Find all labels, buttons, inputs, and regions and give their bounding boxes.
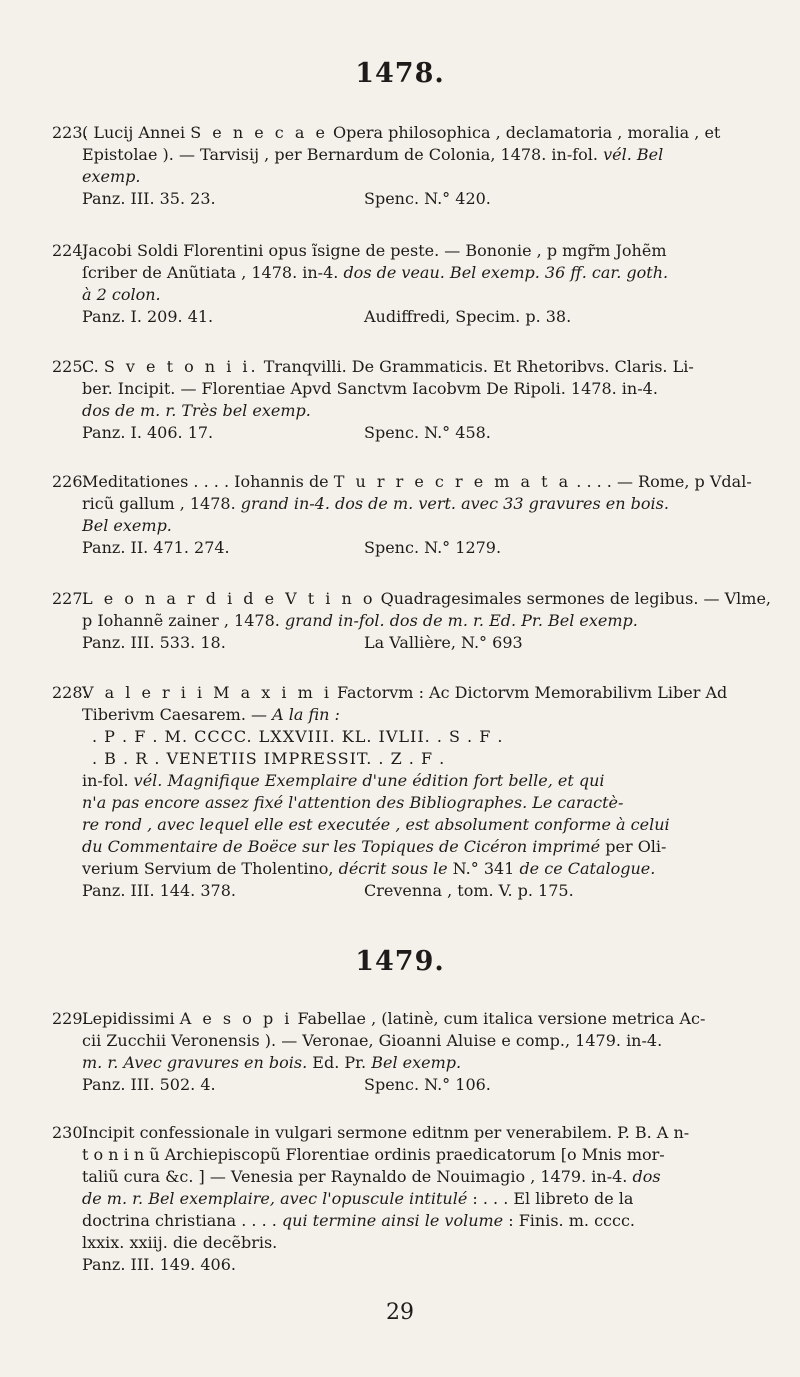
entry-223 (52, 122, 764, 210)
entry-line: t o n i n ũ Archiepiscopũ Florentiae ordinis praedicatorum [o Mnis mor- (82, 1145, 665, 1164)
entry-line: 229.Lepidissimi A e s o p i Fabellae , (latinè, cum italica versione metrica Ac- (52, 1009, 706, 1028)
entry-227 (52, 588, 771, 654)
entry-line: Bel exemp. (82, 516, 172, 535)
entry-line: 228.V a l e r i i M a x i m i Factorvm : Ac Dictorvm Memorabilivm Liber Ad (52, 683, 728, 702)
entry-references: Panz. III. 149. 406. (82, 1255, 236, 1274)
entry-230 (52, 1122, 764, 1276)
entry-line: du Commentaire de Boëce sur les Topiques de Cicéron imprimé per Oli- (82, 837, 667, 856)
entry-line: 227.L e o n a r d i d e V t i n o Quadragesimales sermones de legibus. — Vlme, (52, 589, 771, 608)
entry-line: n'a pas encore assez fixé l'attention des Bibliographes. Le caractè- (82, 793, 624, 812)
entry-references: Panz. III. 144. 378. Crevenna , tom. V. p. 175. (82, 881, 574, 900)
entry-line: 230.Incipit confessionale in vulgari sermone editnm per venerabilem. P. B. A n- (52, 1123, 690, 1142)
entry-line: à 2 colon. (82, 285, 161, 304)
entry-line: re rond , avec lequel elle est executée , est absolument conforme à celui (82, 815, 670, 834)
entry-line: verium Servium de Tholentino, décrit sous le N.° 341 de ce Catalogue. (82, 859, 656, 878)
entry-line: 224.Jacobi Soldi Florentini opus ĩsigne de peste. — Bononie , p mgr̃m Johẽm (52, 241, 667, 260)
entry-line: dos de m. r. Très bel exemp. (82, 401, 311, 420)
colophon-line: . P . F . M. CCCC. LXXVIII. KL. IVLII. . S . F . (92, 727, 504, 746)
entry-references: Panz. III. 35. 23. Spenc. N.° 420. (82, 189, 491, 208)
entry-references: Panz. III. 533. 18. La Vallière, N.° 693 (82, 633, 523, 652)
entry-226 (52, 471, 764, 559)
entry-line: in-fol. vél. Magnifique Exemplaire d'une édition fort belle, et qui (82, 771, 605, 790)
entry-number: 224. (52, 241, 88, 260)
entry-line: de m. r. Bel exemplaire, avec l'opuscule intitulé : . . . El libreto de la (82, 1189, 634, 1208)
entry-228 (52, 682, 764, 902)
entry-line: p Iohannẽ zainer , 1478. grand in-fol. dos de m. r. Ed. Pr. Bel exemp. (82, 611, 638, 630)
page-number: 29 (386, 1300, 414, 1325)
entry-line: ricũ gallum , 1478. grand in-4. dos de m. vert. avec 33 gravures en bois. (82, 494, 669, 513)
entry-number: 228. (52, 683, 88, 702)
colophon-line: . B . R . VENETIIS IMPRESSIT. . Z . F . (92, 749, 446, 768)
entry-references: Panz. II. 471. 274. Spenc. N.° 1279. (82, 538, 502, 557)
entry-line: 223.( Lucij Annei S e n e c a e Opera philosophica , declamatoria , moralia , et (52, 123, 721, 142)
entry-line: Epistolae ). — Tarvisij , per Bernardum de Colonia, 1478. in-fol. vél. Bel (82, 145, 664, 164)
entry-line: exemp. (82, 167, 141, 186)
entry-line: taliũ cura &c. ] — Venesia per Raynaldo de Nouimagio , 1479. in-4. dos (82, 1167, 661, 1186)
entry-229 (52, 1008, 764, 1096)
entry-line: ber. Incipit. — Florentiae Apvd Sanctvm Iacobvm De Ripoli. 1478. in-4. (82, 379, 658, 398)
entry-number: 223. (52, 123, 88, 142)
entry-number: 226. (52, 472, 88, 491)
entry-line: Tiberivm Caesarem. — A la fin : (82, 705, 340, 724)
entry-224 (52, 240, 764, 328)
entry-line: lxxix. xxiij. die decẽbris. (82, 1233, 278, 1252)
entry-line: 225.C. S v e t o n i i. Tranqvilli. De Grammaticis. Et Rhetoribvs. Claris. Li- (52, 357, 694, 376)
entry-line: 226.Meditationes . . . . Iohannis de T u r r e c r e m a t a . . . . — Rome, p Vdal- (52, 472, 752, 491)
entry-references: Panz. I. 209. 41. Audiffredi, Specim. p. 38. (82, 307, 572, 326)
entry-number: 225. (52, 357, 88, 376)
entry-225 (52, 356, 764, 444)
entry-line: ſcriber de Anũtiata , 1478. in-4. dos de veau. Bel exemp. 36 ff. car. goth. (82, 263, 669, 282)
entry-line: cii Zucchii Veronensis ). — Veronae, Gioanni Aluise e comp., 1479. in-4. (82, 1031, 663, 1050)
entry-line: m. r. Avec gravures en bois. Ed. Pr. Bel exemp. (82, 1053, 462, 1072)
entry-number: 230. (52, 1123, 88, 1142)
entry-references: Panz. III. 502. 4. Spenc. N.° 106. (82, 1075, 491, 1094)
entry-number: 227. (52, 589, 88, 608)
entry-line: doctrina christiana . . . . qui termine ainsi le volume : Finis. m. cccc. (82, 1211, 635, 1230)
year-heading-1478: 1478. (355, 58, 445, 89)
year-heading-1479: 1479. (355, 946, 445, 977)
entry-number: 229. (52, 1009, 88, 1028)
entry-references: Panz. I. 406. 17. Spenc. N.° 458. (82, 423, 491, 442)
